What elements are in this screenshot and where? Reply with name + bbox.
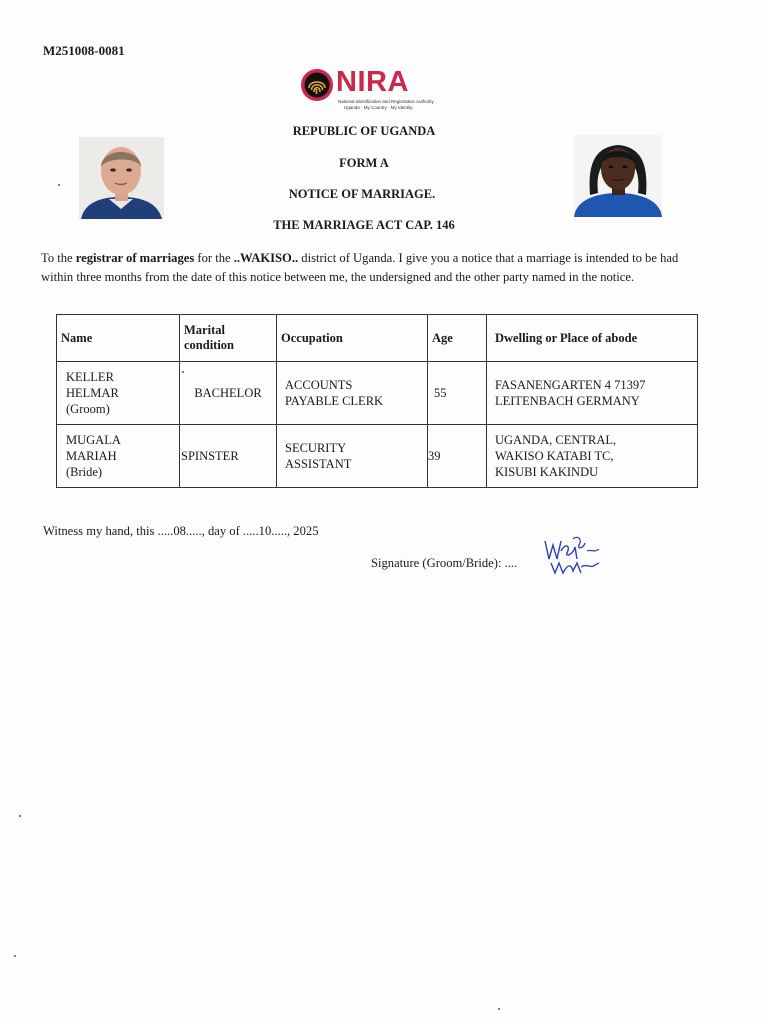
heading-form: FORM A xyxy=(339,156,389,170)
name-line: MUGALA xyxy=(66,433,121,447)
occupation-line: SECURITY xyxy=(285,441,347,455)
heading-act: THE MARRIAGE ACT CAP. 146 xyxy=(273,218,455,232)
table-header-row xyxy=(57,315,698,362)
header-name: Name xyxy=(57,315,180,362)
speck xyxy=(58,184,60,186)
header-marital: Marital condition xyxy=(180,315,277,362)
cell-name xyxy=(57,362,180,425)
signature-label: Signature (Groom/Bride): .... xyxy=(371,556,518,570)
intro-text-1: To the xyxy=(41,251,76,265)
logo-wordmark: NIRA xyxy=(336,66,409,98)
cell-occupation xyxy=(277,425,428,488)
speck xyxy=(498,1008,500,1010)
fingerprint-icon xyxy=(300,68,334,102)
cell-occupation xyxy=(277,362,428,425)
occupation-line: ACCOUNTS xyxy=(285,378,353,392)
dwelling-line: UGANDA, CENTRAL, xyxy=(495,433,617,447)
header-dwelling: Dwelling or Place of abode xyxy=(487,315,698,362)
dwelling-line: KISUBI KAKINDU xyxy=(495,465,599,479)
header-age: Age xyxy=(428,315,487,362)
heading-notice: NOTICE OF MARRIAGE. xyxy=(288,187,436,201)
occupation-line: PAYABLE CLERK xyxy=(285,394,384,408)
cell-name xyxy=(57,425,180,488)
cell-marital: BACHELOR xyxy=(180,362,277,425)
name-line: HELMAR xyxy=(66,386,119,400)
speck xyxy=(14,955,16,957)
cell-dwelling xyxy=(487,362,698,425)
intro-text-3: district of Uganda. I give you a notice that a marriage is intended to be had within three months from the date of this notice between me, the undersigned and the other party named in the notice. xyxy=(41,251,679,284)
logo-tagline: Uganda · My Country · My Identity xyxy=(344,105,413,110)
name-line: MARIAH xyxy=(66,449,117,463)
intro-text-2: for the xyxy=(194,251,234,265)
groom-photo xyxy=(79,137,164,219)
occupation-line: ASSISTANT xyxy=(285,457,352,471)
reference-number: M251008-0081 xyxy=(43,43,125,58)
heading-republic: REPUBLIC OF UGANDA xyxy=(292,124,436,138)
dwelling-line: WAKISO KATABI TC, xyxy=(495,449,614,463)
intro-registrar: registrar of marriages xyxy=(75,251,195,265)
cell-dwelling xyxy=(487,425,698,488)
bride-photo xyxy=(574,135,662,217)
cell-age: 39 xyxy=(428,425,487,488)
speck xyxy=(19,815,21,817)
role-label: (Groom) xyxy=(66,402,110,416)
dwelling-line: FASANENGARTEN 4 71397 xyxy=(495,378,646,392)
role-label: (Bride) xyxy=(66,465,103,479)
notice-intro-text xyxy=(41,249,701,286)
header-occupation: Occupation xyxy=(277,315,428,362)
table-row xyxy=(57,362,698,425)
nira-logo xyxy=(300,68,440,120)
cell-age: 55 xyxy=(428,362,487,425)
intro-district: ..WAKISO.. xyxy=(233,251,299,265)
name-line: KELLER xyxy=(66,370,114,384)
speck xyxy=(182,371,184,373)
cell-marital: SPINSTER xyxy=(180,425,277,488)
dwelling-line: LEITENBACH GERMANY xyxy=(495,394,640,408)
logo-subtitle: National Identification and Registration Authority xyxy=(338,99,434,104)
signature-scribble xyxy=(537,533,601,577)
witness-line: Witness my hand, this .....08....., day of .....10....., 2025 xyxy=(43,524,319,538)
table-row xyxy=(57,425,698,488)
parties-table xyxy=(56,314,698,488)
